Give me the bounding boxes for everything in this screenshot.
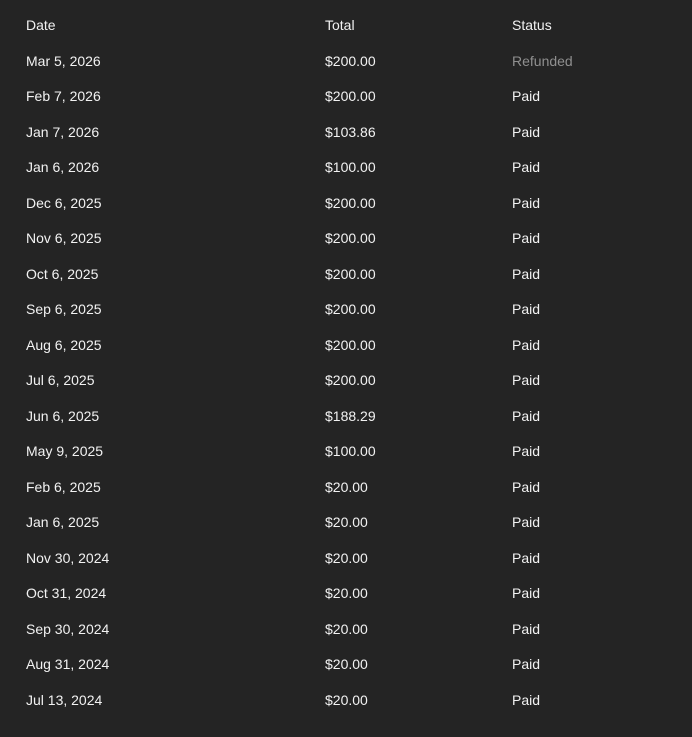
invoice-date: May 9, 2025 (26, 443, 104, 460)
invoice-status: Paid (512, 230, 541, 247)
table-row[interactable] (0, 469, 692, 505)
table-body (0, 43, 692, 718)
invoice-status: Paid (512, 88, 541, 105)
invoice-status: Paid (512, 478, 541, 495)
invoice-total: $188.29 (325, 407, 376, 424)
date-column-header: Date (26, 17, 56, 33)
invoice-status: Paid (512, 336, 541, 353)
invoice-status: Paid (512, 514, 541, 531)
table-row[interactable] (0, 292, 692, 328)
invoice-total: $200.00 (325, 88, 376, 105)
invoice-status: Paid (512, 620, 541, 637)
invoice-status: Paid (512, 159, 541, 176)
invoice-status: Paid (512, 265, 541, 282)
invoice-total: $20.00 (325, 585, 368, 602)
invoice-total: $20.00 (325, 691, 368, 708)
table-row[interactable] (0, 327, 692, 363)
invoice-status: Paid (512, 123, 541, 140)
invoice-status: Paid (512, 443, 541, 460)
invoice-date: Jan 7, 2026 (26, 123, 100, 140)
table-row[interactable] (0, 150, 692, 186)
table-row[interactable] (0, 79, 692, 115)
invoice-date: Aug 31, 2024 (26, 656, 110, 673)
invoice-total: $100.00 (325, 443, 376, 460)
table-row[interactable] (0, 185, 692, 221)
status-column-header: Status (512, 17, 552, 33)
table-header-row (0, 0, 692, 44)
invoice-status: Paid (512, 691, 541, 708)
invoice-total: $200.00 (325, 52, 376, 69)
table-row[interactable] (0, 43, 692, 79)
invoice-status: Paid (512, 194, 541, 211)
table-row[interactable] (0, 540, 692, 576)
table-row[interactable] (0, 256, 692, 292)
invoice-status: Paid (512, 656, 541, 673)
table-row[interactable] (0, 363, 692, 399)
invoice-date: Nov 6, 2025 (26, 230, 102, 247)
invoice-status: Refunded (512, 52, 573, 69)
table-row[interactable] (0, 576, 692, 612)
invoice-status: Paid (512, 301, 541, 318)
invoice-total: $200.00 (325, 372, 376, 389)
invoice-total: $200.00 (325, 230, 376, 247)
invoice-total: $103.86 (325, 123, 376, 140)
invoice-date: Sep 6, 2025 (26, 301, 102, 318)
invoice-total: $20.00 (325, 656, 368, 673)
invoice-date: Dec 6, 2025 (26, 194, 102, 211)
table-row[interactable] (0, 505, 692, 541)
table-row[interactable] (0, 398, 692, 434)
invoice-total: $200.00 (325, 336, 376, 353)
invoice-date: Feb 7, 2026 (26, 88, 101, 105)
invoice-total: $20.00 (325, 478, 368, 495)
invoice-total: $20.00 (325, 549, 368, 566)
invoice-total: $20.00 (325, 620, 368, 637)
invoice-date: Jul 13, 2024 (26, 691, 103, 708)
invoice-date: Oct 6, 2025 (26, 265, 99, 282)
invoice-status: Paid (512, 372, 541, 389)
invoice-date: Oct 31, 2024 (26, 585, 107, 602)
table-row[interactable] (0, 221, 692, 257)
invoice-total: $200.00 (325, 265, 376, 282)
table-row[interactable] (0, 611, 692, 647)
table-row[interactable] (0, 114, 692, 150)
invoice-total: $200.00 (325, 301, 376, 318)
invoice-status: Paid (512, 407, 541, 424)
invoice-date: Feb 6, 2025 (26, 478, 101, 495)
invoice-date: Jan 6, 2026 (26, 159, 100, 176)
invoice-date: Aug 6, 2025 (26, 336, 102, 353)
invoice-status: Paid (512, 585, 541, 602)
invoice-status: Paid (512, 549, 541, 566)
invoice-total: $200.00 (325, 194, 376, 211)
table-row[interactable] (0, 647, 692, 683)
invoice-total: $100.00 (325, 159, 376, 176)
invoice-total: $20.00 (325, 514, 368, 531)
invoice-date: Jun 6, 2025 (26, 407, 100, 424)
invoice-date: Sep 30, 2024 (26, 620, 110, 637)
table-row[interactable] (0, 434, 692, 470)
invoice-date: Jul 6, 2025 (26, 372, 95, 389)
total-column-header: Total (325, 17, 355, 33)
invoice-date: Mar 5, 2026 (26, 52, 101, 69)
invoice-date: Jan 6, 2025 (26, 514, 100, 531)
invoice-date: Nov 30, 2024 (26, 549, 110, 566)
table-row[interactable] (0, 682, 692, 718)
